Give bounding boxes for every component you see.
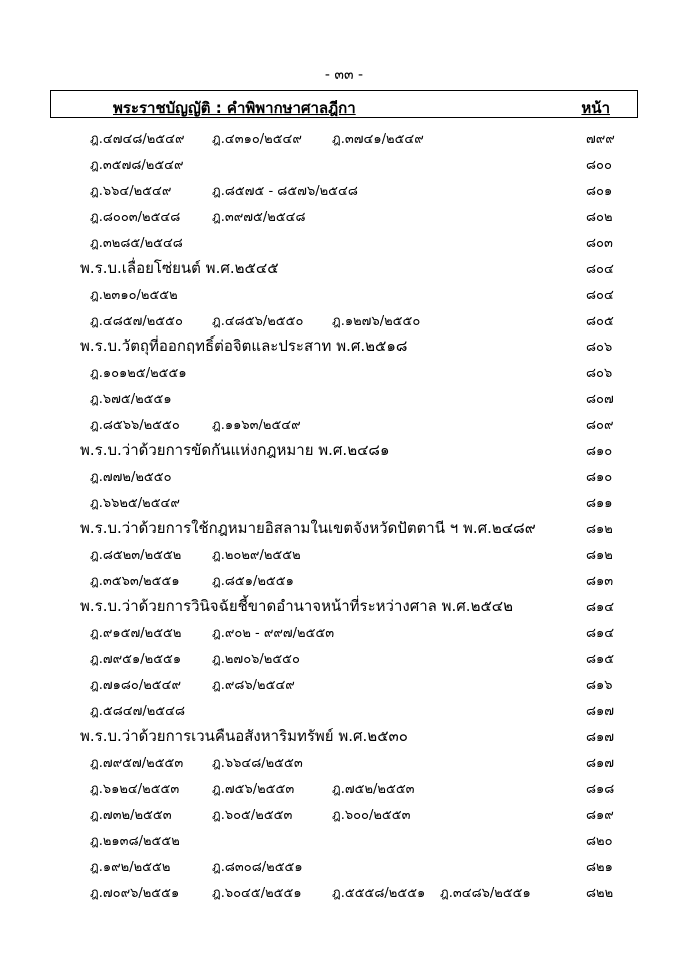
case-citation: ฎ.๔๘๕๗/๒๕๕๐ [90,314,183,329]
case-citation-row [0,460,688,486]
page-ref: ๘๑๗ [586,756,615,771]
case-citation: ฎ.๗๙๕๑/๒๕๕๑ [90,652,182,667]
case-citation-row [0,200,688,226]
page-ref: ๘๒๑ [586,860,613,875]
case-citation: ฎ.๙๑๕๗/๒๕๕๒ [90,626,182,641]
case-citation-row [0,382,688,408]
case-citation: ฎ.๖๖๔๘/๒๕๕๓ [212,756,303,771]
case-citation-row [0,850,688,876]
act-title: พ.ร.บ.ว่าด้วยการขัดกันแห่งกฎหมาย พ.ศ.๒๔๘๑ [80,441,390,459]
page-ref: ๘๑๒ [586,548,613,563]
index-header-page-column: หน้า [581,99,610,117]
case-citation-row [0,486,688,512]
case-citation: ฎ.๗๓๒/๒๕๕๓ [90,808,172,823]
act-title: พ.ร.บ.ว่าด้วยการใช้กฎหมายอิสลามในเขตจังหวัดปัตตานี ฯ พ.ศ.๒๔๘๙ [80,519,536,537]
page-ref: ๘๐๗ [586,392,614,407]
case-citation: ฎ.๗๑๘๐/๒๕๔๙ [90,678,181,693]
case-citation-row [0,148,688,174]
case-citation: ฎ.๘๓๐๘/๒๕๕๑ [212,860,303,875]
case-citation: ฎ.๘๕๗๕ - ๘๕๗๖/๒๕๔๘ [212,184,358,199]
act-title: พ.ร.บ.วัตถุที่ออกฤทธิ์ต่อจิตและประสาท พ.ศ.๒๕๑๘ [80,337,408,355]
case-citation: ฎ.๑๒๗๖/๒๕๕๐ [332,314,421,329]
case-citation-row [0,694,688,720]
case-citation: ฎ.๓๔๘๖/๒๕๕๑ [440,886,531,901]
case-citation-row [0,772,688,798]
case-citation: ฎ.๗๙๕๗/๒๕๕๓ [90,756,184,771]
case-citation-row [0,226,688,252]
case-citation: ฎ.๖๐๕/๒๕๕๓ [212,808,293,823]
page-ref: ๘๑๗ [586,730,615,745]
act-heading-row [0,720,688,746]
case-citation-row [0,408,688,434]
page-ref: ๘๑๒ [586,522,613,537]
page-ref: ๘๒๒ [586,886,614,901]
case-citation-row [0,824,688,850]
case-citation: ฎ.๑๑๖๓/๒๕๔๙ [212,418,301,433]
case-citation-row [0,122,688,148]
case-citation: ฎ.๖๐๔๕/๒๕๕๑ [212,886,302,901]
act-heading-row [0,252,688,278]
index-header [50,90,638,118]
case-citation: ฎ.๘๕๒๓/๒๕๕๒ [90,548,182,563]
case-citation-row [0,278,688,304]
case-citation: ฎ.๕๘๔๗/๒๕๔๘ [90,704,185,719]
case-citation: ฎ.๑๐๑๒๕/๒๕๕๑ [90,366,187,381]
act-heading-row [0,330,688,356]
page-ref: ๘๐๖ [586,340,613,355]
case-citation: ฎ.๓๒๘๕/๒๕๔๘ [90,236,183,251]
case-citation-row [0,538,688,564]
case-citation: ฎ.๒๓๑๐/๒๕๕๒ [90,288,178,303]
case-citation: ฎ.๖๗๕/๒๕๕๑ [90,392,172,407]
page-ref: ๘๐๓ [586,236,613,251]
case-citation: ฎ.๖๖๒๕/๒๕๔๙ [90,496,180,511]
case-citation-row [0,616,688,642]
page-ref: ๘๐๔ [586,262,614,277]
case-citation: ฎ.๒๑๓๘/๒๕๕๒ [90,834,180,849]
case-citation-row [0,564,688,590]
case-citation-row [0,876,688,902]
case-citation: ฎ.๔๓๑๐/๒๕๔๙ [212,132,302,147]
case-citation: ฎ.๔๘๕๖/๒๕๕๐ [212,314,304,329]
act-title: พ.ร.บ.เลื่อยโซ่ยนต์ พ.ศ.๒๕๔๕ [80,259,279,277]
case-citation: ฎ.๖๖๔/๒๕๔๙ [90,184,172,199]
case-citation: ฎ.๒๐๒๙/๒๕๕๒ [212,548,301,563]
page-ref: ๘๑๓ [586,574,614,589]
case-citation: ฎ.๒๗๐๖/๒๕๕๐ [212,652,300,667]
case-citation: ฎ.๘๕๖๖/๒๕๕๐ [90,418,180,433]
page-ref: ๘๐๒ [586,210,613,225]
page-ref: ๘๑๔ [586,626,615,641]
page-ref: ๘๐๕ [586,314,614,329]
case-citation: ฎ.๓๕๗๘/๒๕๔๙ [90,158,184,173]
page-ref: ๘๑๔ [586,600,615,615]
page-ref: ๘๐๖ [586,366,613,381]
case-citation: ฎ.๗๕๒/๒๕๕๓ [332,782,415,797]
case-citation-row [0,174,688,200]
page-ref: ๘๐๙ [586,418,614,433]
case-citation-row [0,642,688,668]
case-citation: ฎ.๑๙๒/๒๕๕๒ [90,860,171,875]
page-ref: ๘๑๐ [586,470,613,485]
case-citation: ฎ.๖๑๒๔/๒๕๕๓ [90,782,180,797]
page-ref: ๘๒๐ [586,834,613,849]
index-list [0,122,688,902]
page-ref: ๘๑๖ [586,678,613,693]
case-citation-row [0,356,688,382]
page-ref: ๘๐๔ [586,288,614,303]
page-ref: ๘๑๕ [586,652,615,667]
case-citation: ฎ.๓๗๔๑/๒๕๔๙ [332,132,424,147]
case-citation: ฎ.๗๐๙๖/๒๕๕๑ [90,886,180,901]
act-heading-row [0,434,688,460]
page-ref: ๘๐๑ [586,184,613,199]
case-citation: ฎ.๘๕๑/๒๕๕๑ [212,574,294,589]
act-heading-row [0,590,688,616]
case-citation: ฎ.๔๗๔๘/๒๕๔๙ [90,132,185,147]
act-title: พ.ร.บ.ว่าด้วยการวินิจฉัยชี้ขาดอำนาจหน้าที่ระหว่างศาล พ.ศ.๒๕๔๒ [80,597,514,615]
page-ref: ๘๐๐ [586,158,612,173]
case-citation: ฎ.๙๐๒ - ๙๙๗/๒๕๕๓ [212,626,335,641]
case-citation: ฎ.๘๐๐๓/๒๕๔๘ [90,210,181,225]
case-citation-row [0,304,688,330]
case-citation: ฎ.๕๕๕๘/๒๕๕๑ [332,886,426,901]
page-ref: ๗๙๙ [586,132,615,147]
index-header-title: พระราชบัญญัติ : คำพิพากษาศาลฎีกา [113,99,356,117]
act-heading-row [0,512,688,538]
act-title: พ.ร.บ.ว่าด้วยการเวนคืนอสังหาริมทรัพย์ พ.ศ.๒๕๓๐ [80,727,408,745]
page-ref: ๘๑๗ [586,704,615,719]
case-citation: ฎ.๗๗๒/๒๕๕๐ [90,470,172,485]
case-citation-row [0,746,688,772]
case-citation: ฎ.๖๐๐/๒๕๕๓ [332,808,411,823]
case-citation: ฎ.๓๙๗๕/๒๕๔๘ [212,210,306,225]
page-ref: ๘๑๙ [586,808,614,823]
page-ref: ๘๑๑ [586,496,613,511]
case-citation-row [0,668,688,694]
case-citation: ฎ.๗๕๖/๒๕๕๓ [212,782,295,797]
page-number: - ๓๓ - [324,67,364,83]
case-citation: ฎ.๓๕๖๓/๒๕๕๑ [90,574,180,589]
page-ref: ๘๑๘ [586,782,615,797]
page-ref: ๘๑๐ [586,444,613,459]
case-citation-row [0,798,688,824]
case-citation: ฎ.๙๘๖/๒๕๔๙ [212,678,295,693]
